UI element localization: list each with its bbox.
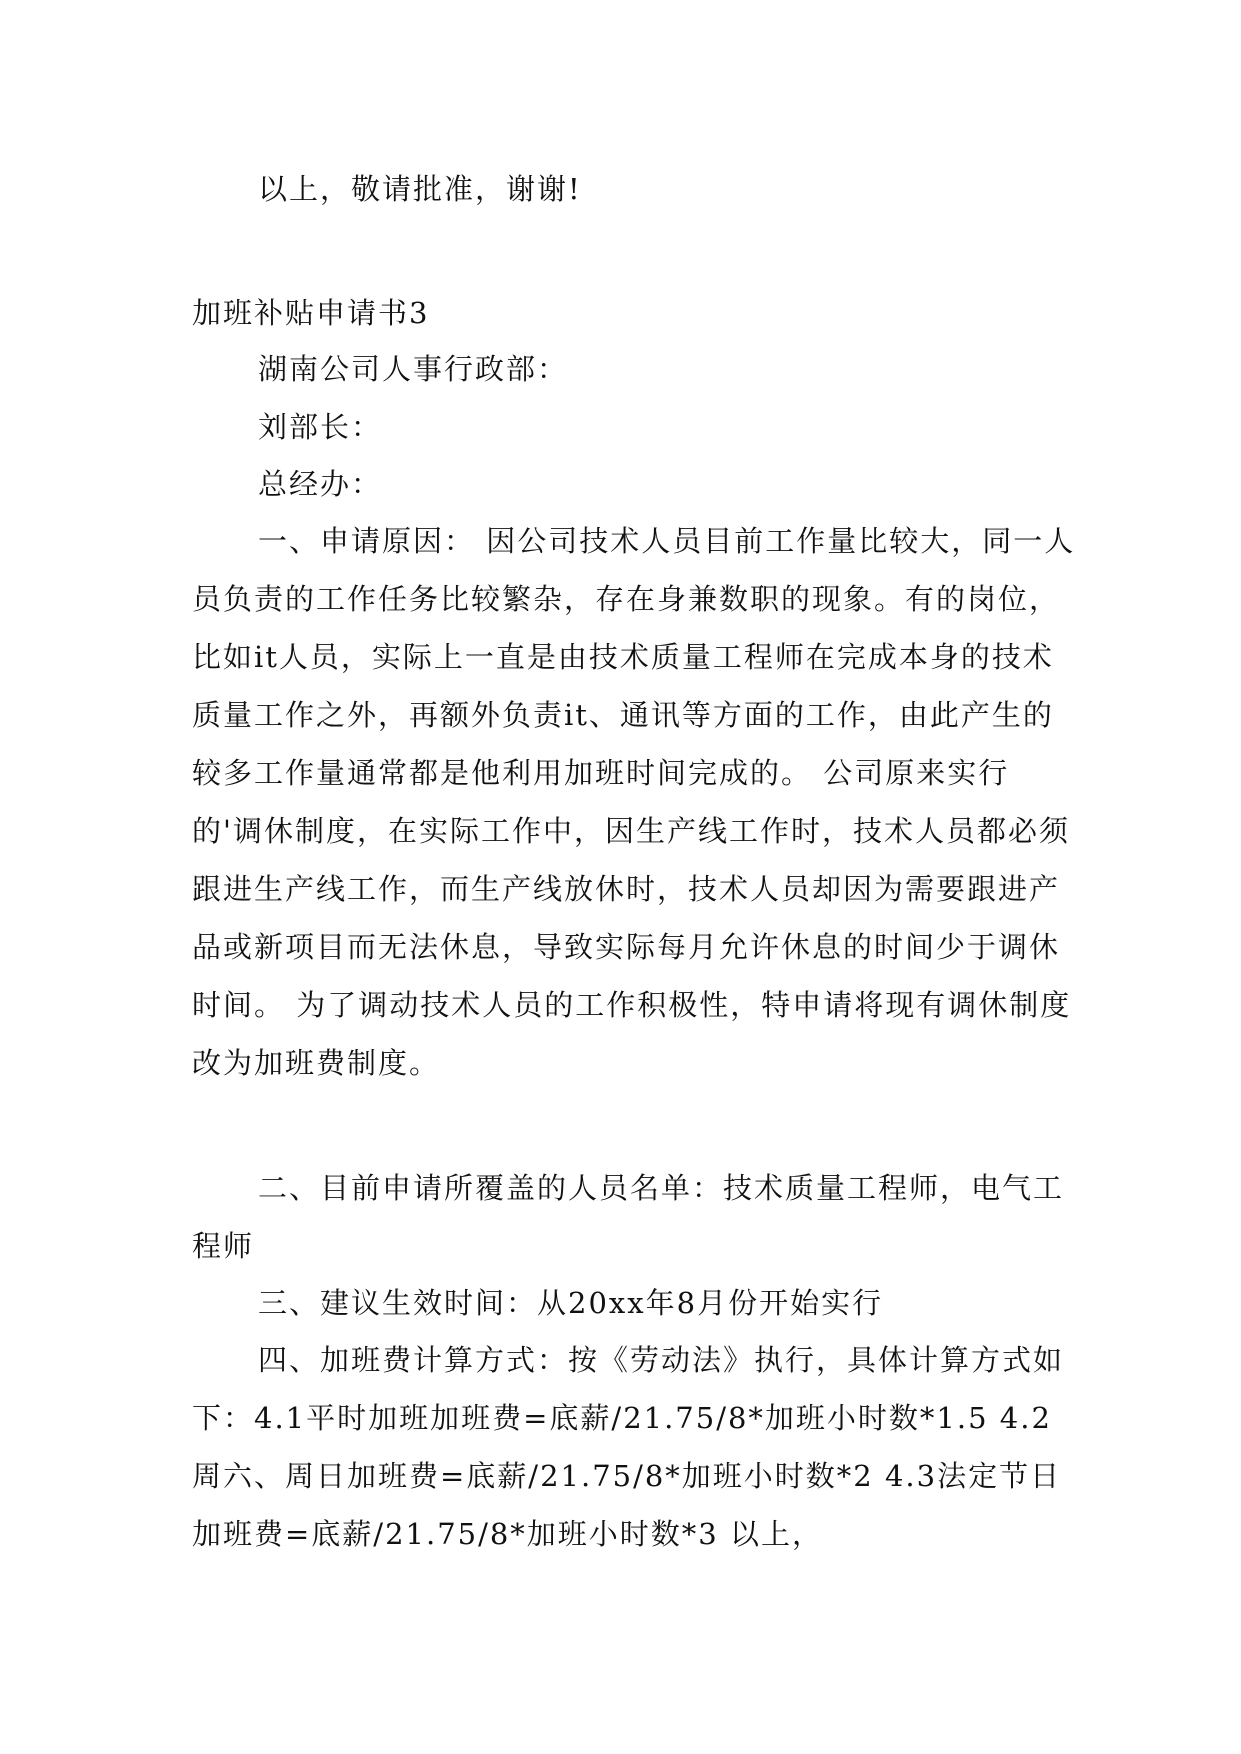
addressee-general-office: 总经办： [258, 467, 383, 501]
paragraph-effective-time: 三、建议生效时间：从20xx年8月份开始实行 [258, 1286, 884, 1320]
paragraph-calculation: 四、加班费计算方式：按《劳动法》执行，具体计算方式如下：4.1平时加班加班费=底薪/21.75/8*加班小时数*1.5 4.2周六、周日加班费=底薪/21.75/8*加班小时数*2 4.3法定节日加班费=底薪/21.75/8*加班小时数*3 以上， [192, 1343, 1065, 1551]
section-title: 加班补贴申请书3 [192, 296, 430, 330]
addressee-hr-department: 湖南公司人事行政部： [258, 352, 569, 386]
paragraph-personnel: 二、目前申请所覆盖的人员名单：技术质量工程师，电气工程师 [192, 1171, 1065, 1263]
closing-line: 以上，敬请批准，谢谢! [258, 172, 582, 206]
paragraph-reason: 一、申请原因： 因公司技术人员目前工作量比较大，同一人员负责的工作任务比较繁杂，存在身兼数职的现象。有的岗位，比如it人员，实际上一直是由技术质量工程师在完成本身的技术质量工作之外，再额外负责it、通讯等方面的工作，由此产生的较多工作量通常都是他利用加班时间完成的。 公司原来实行的'调休制度，在实际工作中，因生产线工作时，技术人员都必须跟进生产线工作，而生产线放休时，技术人员却因为需要跟进产品或新项目而无法休息，导致实际每月允许休息的时间少于调休时间。 为了调动技术人员的工作积极性，特申请将现有调休制度改为加班费制度。 [192, 524, 1076, 1080]
addressee-director: 刘部长： [258, 410, 383, 444]
